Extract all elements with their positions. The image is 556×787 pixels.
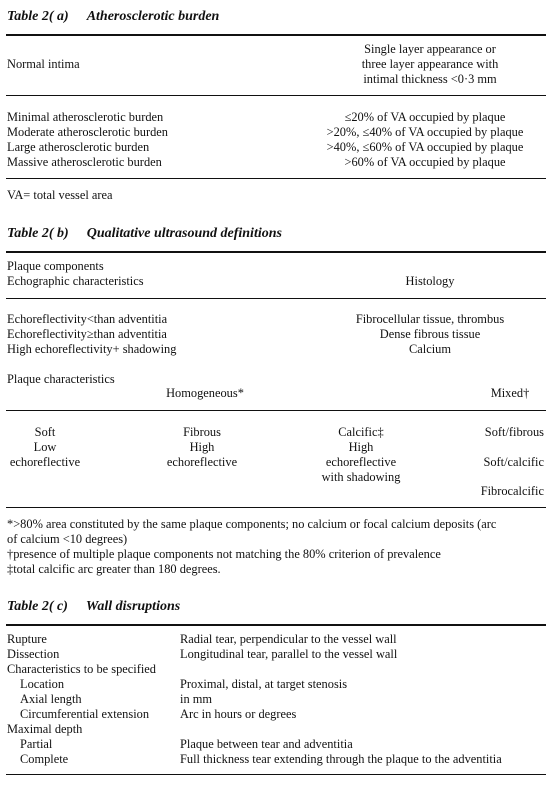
calcific-line: echoreflective	[325, 455, 397, 469]
normal-intima-label: Normal intima	[7, 57, 80, 71]
table-c-bottom-rule	[6, 774, 546, 775]
fibrous-line: High	[189, 440, 215, 454]
wall-labels	[7, 632, 156, 767]
table-a-top-rule	[6, 34, 546, 36]
echo-values	[330, 312, 530, 357]
burden-row-label: Moderate atherosclerotic burden	[7, 125, 169, 139]
soft-column	[0, 425, 90, 470]
table-a-title	[7, 9, 219, 24]
wall-row-label: Maximal depth	[7, 722, 83, 736]
mixed-type-soft-calcific: Soft/calcific	[483, 455, 544, 469]
table-b-footnote: *>80% area constituted by the same plaque components; no calcium or focal calcium deposits (arc	[7, 517, 497, 531]
burden-row-value: >40%, ≤60% of VA occupied by plaque	[326, 140, 524, 154]
wall-row-value: Proximal, distal, at target stenosis	[180, 677, 348, 691]
wall-row-value	[180, 662, 502, 677]
table-b-footnote: ‡total calcific arc greater than 180 degrees.	[7, 562, 221, 576]
plaque-characteristics-label: Plaque characteristics	[7, 372, 115, 386]
wall-row-value: Plaque between tear and adventitia	[180, 737, 353, 751]
histology-header: Histology	[405, 274, 455, 288]
wall-row-value: Arc in hours or degrees	[180, 707, 297, 721]
mixed-type-fibrocalcific: Fibrocalcific	[480, 484, 544, 498]
table-b-heading: Qualitative ultrasound definitions	[86, 226, 282, 241]
burden-row-value: >20%, ≤40% of VA occupied by plaque	[326, 125, 524, 139]
echo-row-label: High echoreflectivity+ shadowing	[7, 342, 177, 356]
table-b-footnote: of calcium <10 degrees)	[7, 532, 128, 546]
wall-row-value: Longitudinal tear, parallel to the vessel wall	[180, 647, 398, 661]
table-a-label: Table 2( a)	[7, 9, 69, 24]
table-c-label: Table 2( c)	[7, 599, 68, 614]
echo-row-label: Echoreflectivity<than adventitia	[7, 312, 168, 326]
table-b-sub-rule	[6, 410, 546, 411]
wall-row-label: Characteristics to be specified	[7, 662, 156, 676]
wall-row-label: Rupture	[7, 632, 47, 646]
table-c-title	[7, 599, 180, 614]
table-a-footnote: VA= total vessel area	[7, 188, 113, 202]
plaque-components-label: Plaque components	[7, 259, 104, 273]
wall-row-label: Partial	[20, 737, 53, 751]
burden-row-value: >60% of VA occupied by plaque	[344, 155, 506, 169]
table-b-label: Table 2( b)	[7, 226, 69, 241]
calcific-column	[306, 425, 416, 485]
table-b-bottom-rule	[6, 507, 546, 508]
burden-row-label: Large atherosclerotic burden	[7, 140, 150, 154]
burden-row-label: Massive atherosclerotic burden	[7, 155, 162, 169]
table-b-top-rule	[6, 251, 546, 253]
wall-row-label: Dissection	[7, 647, 60, 661]
normal-intima-desc	[330, 42, 530, 87]
echo-row-value: Fibrocellular tissue, thrombus	[355, 312, 505, 326]
table-b-title	[7, 226, 282, 241]
table-b-footnotes	[7, 517, 496, 577]
calcific-line: High	[348, 440, 374, 454]
wall-row-value	[180, 722, 502, 737]
wall-row-label: Axial length	[20, 692, 82, 706]
wall-row-value: in mm	[180, 692, 213, 706]
soft-line: Low	[33, 440, 57, 454]
wall-values	[180, 632, 502, 767]
mixed-type-soft-fibrous: Soft/fibrous	[484, 425, 544, 439]
echo-labels	[7, 312, 176, 357]
wall-row-label: Circumferential extension	[20, 707, 150, 721]
table-a-heading: Atherosclerotic burden	[86, 9, 220, 24]
calcific-line: Calcific‡	[338, 425, 384, 439]
burden-row-label: Minimal atherosclerotic burden	[7, 110, 164, 124]
burden-values	[300, 110, 550, 170]
fibrous-line: echoreflective	[166, 455, 238, 469]
table-b-footnote: †presence of multiple plaque components not matching the 80% criterion of prevalence	[7, 547, 441, 561]
echo-row-value: Dense fibrous tissue	[379, 327, 481, 341]
normal-intima-desc-line: three layer appearance with	[361, 57, 499, 71]
wall-row-value: Radial tear, perpendicular to the vessel wall	[180, 632, 397, 646]
soft-line: echoreflective	[9, 455, 81, 469]
homogeneous-header: Homogeneous*	[166, 386, 244, 400]
normal-intima-desc-line: intimal thickness <0·3 mm	[363, 72, 497, 86]
calcific-line: with shadowing	[321, 470, 401, 484]
burden-labels	[7, 110, 168, 170]
fibrous-line: Fibrous	[183, 425, 221, 439]
burden-row-value: ≤20% of VA occupied by plaque	[344, 110, 506, 124]
table-a-mid-rule	[6, 95, 546, 96]
echo-row-value: Calcium	[409, 342, 451, 356]
table-b-header-rule	[6, 298, 546, 299]
echo-characteristics-label: Echographic characteristics	[7, 274, 144, 288]
table-c-heading: Wall disruptions	[85, 599, 181, 614]
table-a-bottom-rule	[6, 178, 546, 179]
mixed-header: Mixed†	[490, 386, 530, 400]
normal-intima-desc-line: Single layer appearance or	[364, 42, 496, 56]
wall-row-label: Complete	[20, 752, 69, 766]
echo-row-label: Echoreflectivity≥than adventitia	[7, 327, 167, 341]
table-c-top-rule	[6, 624, 546, 626]
fibrous-column	[152, 425, 252, 470]
wall-row-value: Full thickness tear extending through the plaque to the adventitia	[180, 752, 502, 766]
soft-line: Soft	[34, 425, 56, 439]
wall-row-label: Location	[20, 677, 65, 691]
